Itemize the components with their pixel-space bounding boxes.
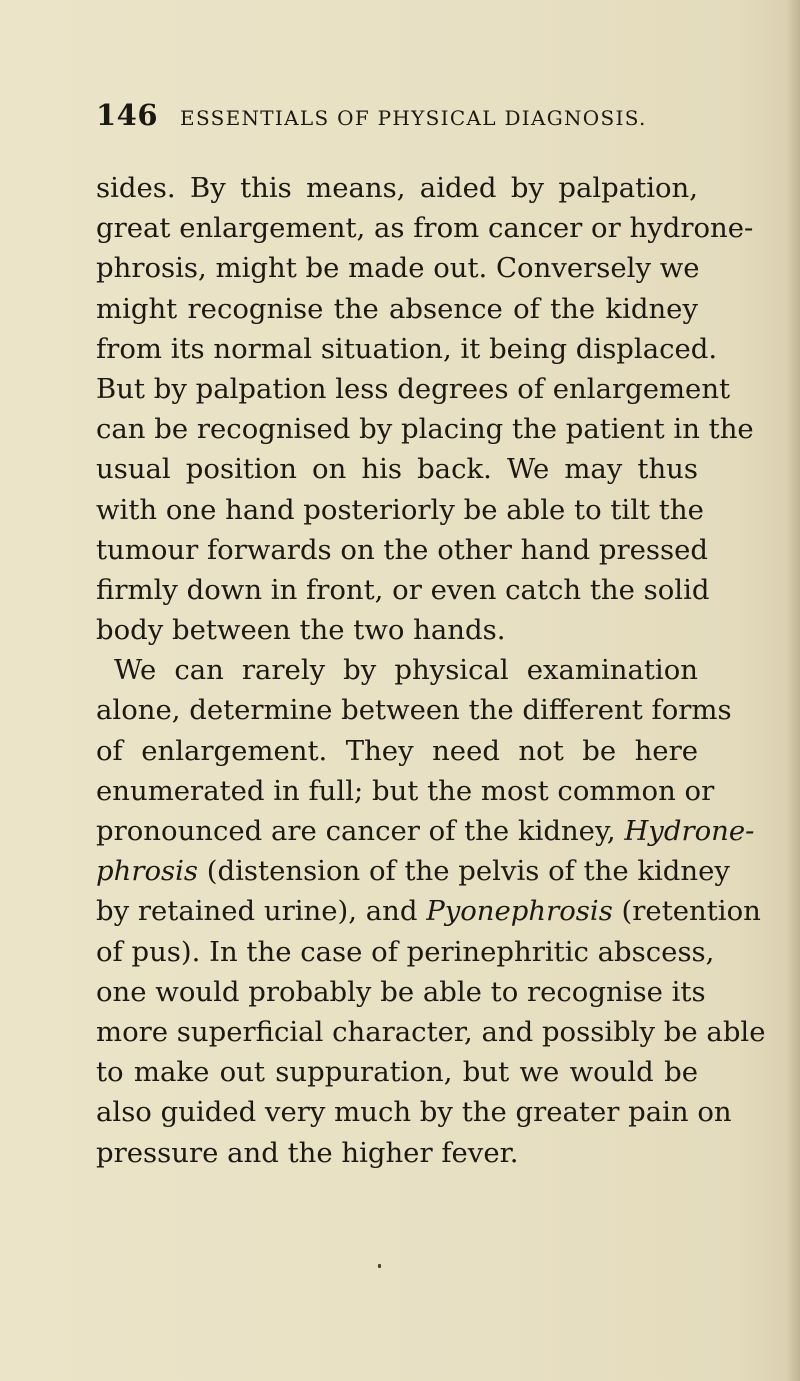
- ink-speck: [378, 1264, 381, 1268]
- text-run: (distension of the pelvis of the kidney: [198, 855, 730, 888]
- text-line: firmly down in front, or even catch the solid: [96, 573, 710, 606]
- text-line: [96, 811, 755, 851]
- text-run: pronounced are cancer of the kidney,: [96, 815, 625, 847]
- text-line: also guided very much by the greater pain on: [96, 1096, 732, 1129]
- text-line: We can rarely by physical examination: [114, 654, 698, 687]
- italic-term: phrosis: [96, 855, 199, 888]
- text-line: tumour forwards on the other hand pressed: [96, 533, 708, 566]
- text-line: enumerated in full; but the most common or: [96, 774, 715, 807]
- italic-term: Hydrone-: [624, 815, 755, 847]
- page-header: [96, 98, 716, 132]
- text-line: from its normal situation, it being displaced.: [96, 332, 718, 365]
- text-line: usual position on his back. We may thus: [96, 453, 698, 486]
- text-line: might recognise the absence of the kidney: [96, 292, 698, 325]
- text-line: alone, determine between the different forms: [96, 694, 732, 727]
- text-line: to make out suppuration, but we would be: [96, 1056, 698, 1089]
- italic-term: Pyonephrosis: [426, 895, 613, 928]
- page-number: 146: [96, 98, 159, 132]
- text-line: great enlargement, as from cancer or hydrone-: [96, 212, 754, 245]
- text-line: pressure and the higher fever.: [96, 1136, 519, 1169]
- text-line: [96, 851, 730, 891]
- text-line: one would probably be able to recognise its: [96, 975, 706, 1008]
- body-text: [96, 168, 766, 1173]
- text-run: by retained urine), and: [96, 895, 427, 928]
- text-line: But by palpation less degrees of enlargement: [96, 372, 731, 405]
- text-line: body between the two hands.: [96, 614, 506, 647]
- text-line: sides. By this means, aided by palpation,: [96, 172, 698, 204]
- text-line: more superficial character, and possibly be able: [96, 1015, 766, 1048]
- text-line: can be recognised by placing the patient in the: [96, 413, 754, 446]
- text-line: [96, 891, 761, 931]
- text-line: phrosis, might be made out. Conversely we: [96, 252, 700, 285]
- paragraph-2: [96, 650, 766, 1172]
- page-edge-shadow: [786, 0, 800, 1381]
- running-head: ESSENTIALS OF PHYSICAL DIAGNOSIS.: [180, 106, 647, 130]
- text-run: (retention: [612, 895, 761, 928]
- text-line: of enlargement. They need not be here: [96, 734, 698, 767]
- text-line: with one hand posteriorly be able to tilt the: [96, 493, 704, 526]
- text-line: of pus). In the case of perinephritic abscess,: [96, 935, 715, 968]
- paragraph-1: [96, 168, 754, 650]
